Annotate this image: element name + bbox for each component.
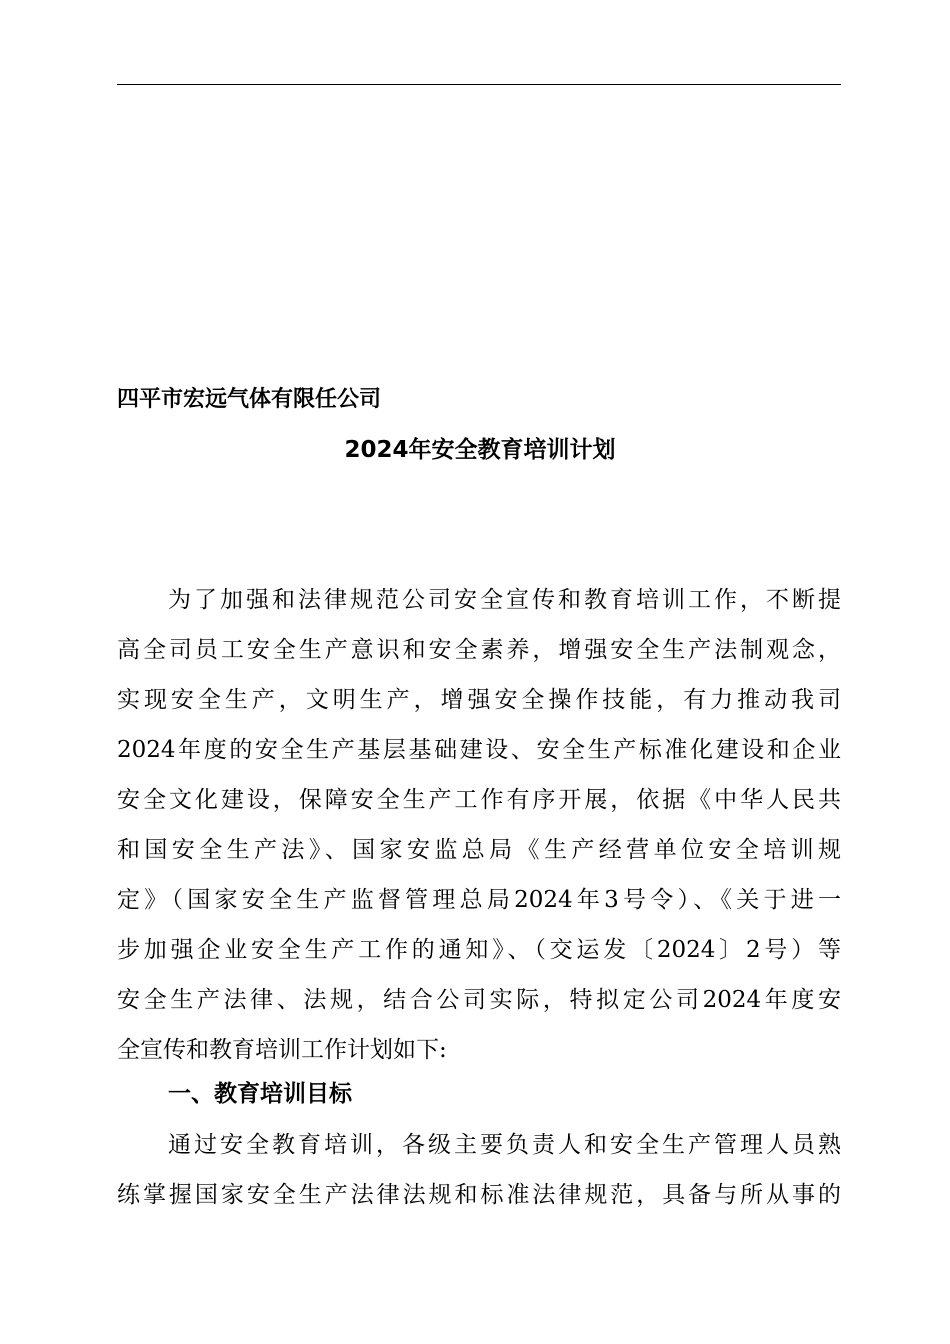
paragraph-line: 练掌握国家安全生产法律法规和标准法律规范，具备与所从事的 bbox=[117, 1182, 841, 1208]
paragraph-line: 通过安全教育培训，各级主要负责人和安全生产管理人员熟 bbox=[168, 1132, 841, 1158]
paragraph-line: 为了加强和法律规范公司安全宣传和教育培训工作，不断提 bbox=[168, 587, 841, 613]
header-rule bbox=[117, 84, 841, 85]
section-heading: 一、教育培训目标 bbox=[168, 1081, 352, 1107]
company-name: 四平市宏远气体有限任公司 bbox=[117, 387, 382, 412]
paragraph-line: 步加强企业安全生产工作的通知》、（交运发〔2024〕2号）等 bbox=[117, 937, 841, 963]
paragraph-line: 2024年度的安全生产基层基础建设、安全生产标准化建设和企业 bbox=[117, 737, 841, 763]
paragraph-line: 高全司员工安全生产意识和安全素养，增强安全生产法制观念， bbox=[117, 637, 841, 663]
paragraph-line: 全宣传和教育培训工作计划如下: bbox=[117, 1037, 447, 1063]
paragraph-line: 实现安全生产，文明生产，增强安全操作技能，有力推动我司 bbox=[117, 687, 841, 713]
paragraph-line: 和国安全生产法》、国家安监总局《生产经营单位安全培训规 bbox=[117, 837, 841, 863]
paragraph-line: 安全生产法律、法规，结合公司实际，特拟定公司2024年度安 bbox=[117, 987, 841, 1013]
paragraph-line: 安全文化建设，保障安全生产工作有序开展，依据《中华人民共 bbox=[117, 787, 841, 813]
document-title: 2024年安全教育培训计划 bbox=[344, 437, 616, 463]
paragraph-line: 定》（国家安全生产监督管理总局2024年3号令）、《关于进一 bbox=[117, 887, 841, 913]
